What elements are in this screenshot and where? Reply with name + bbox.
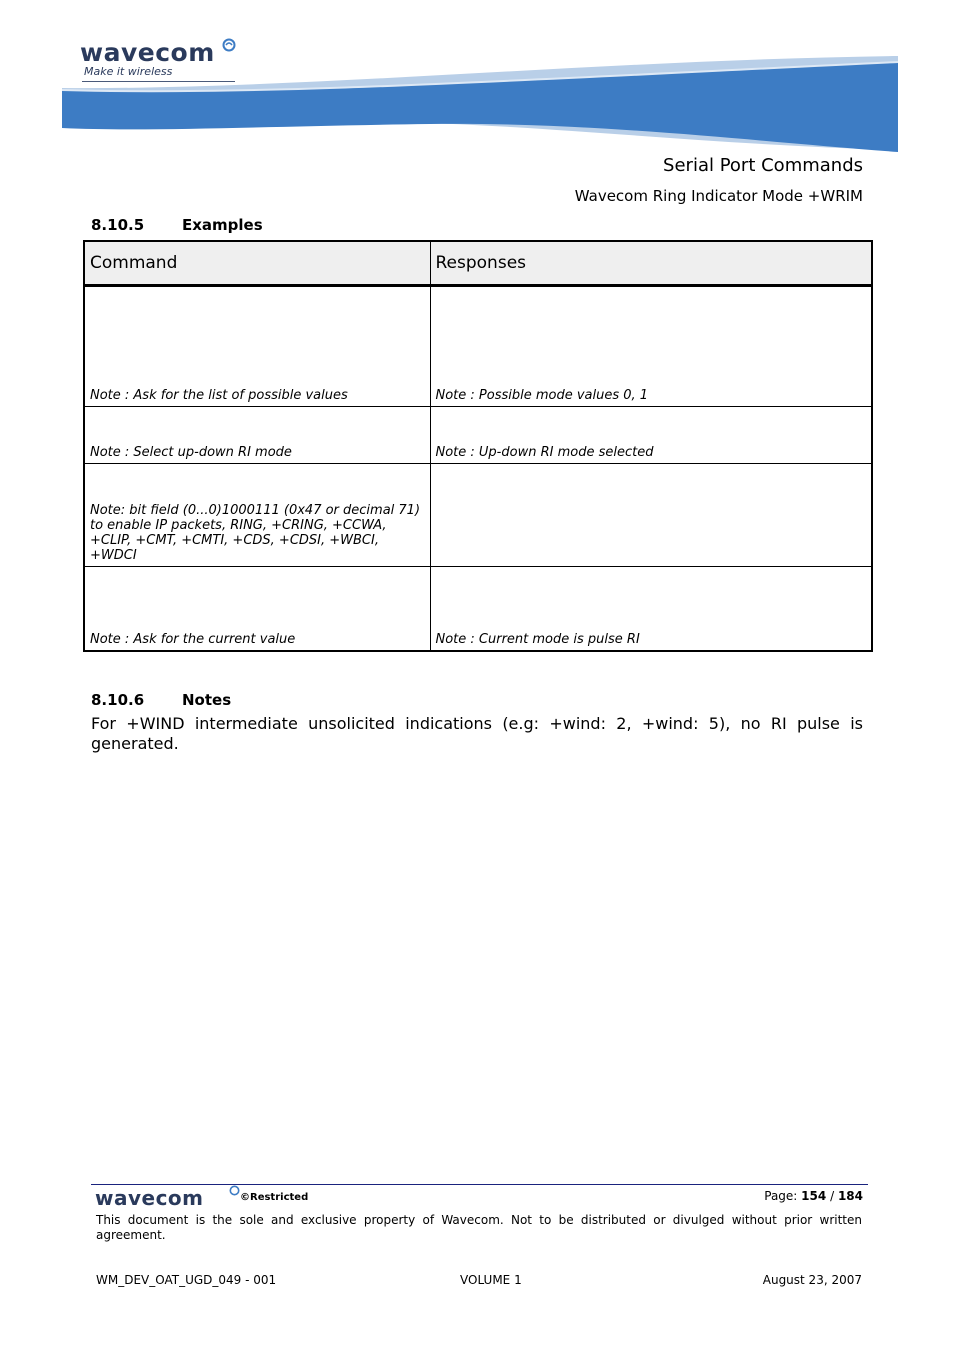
page-subtitle: Wavecom Ring Indicator Mode +WRIM <box>574 187 863 205</box>
footer-document-id: WM_DEV_OAT_UGD_049 - 001 <box>96 1273 277 1287</box>
command-cell <box>84 567 430 651</box>
command-cell <box>84 407 430 464</box>
footer-rule <box>91 1184 868 1185</box>
command-cell <box>84 464 430 567</box>
footer-volume: VOLUME 1 <box>460 1273 522 1287</box>
table-row <box>84 407 872 464</box>
column-header-responses: Responses <box>430 241 872 286</box>
page-total: 184 <box>837 1189 863 1203</box>
response-cell <box>430 407 872 464</box>
table-header-row <box>84 241 872 286</box>
examples-section-title: Examples <box>182 216 263 234</box>
footer-legal-notice: This document is the sole and exclusive property of Wavecom. Not to be distributed or divulged without prior written agreement. <box>96 1213 862 1242</box>
table-row <box>84 464 872 567</box>
response-cell <box>430 464 872 567</box>
command-note: Note : Select up-down RI mode <box>90 445 292 460</box>
header-wave-banner <box>0 50 954 160</box>
table-row <box>84 286 872 407</box>
notes-section-number: 8.10.6 <box>91 691 145 709</box>
examples-table <box>83 240 873 652</box>
footer-wavecom-logo: wavecom <box>95 1186 204 1210</box>
examples-section-number: 8.10.5 <box>91 216 145 234</box>
response-note: Note : Up-down RI mode selected <box>435 445 654 460</box>
table-row <box>84 567 872 651</box>
column-header-command: Command <box>84 241 430 286</box>
response-note: Note : Possible mode values 0, 1 <box>435 388 649 403</box>
page-title: Serial Port Commands <box>663 155 863 176</box>
page-current: 154 <box>801 1189 827 1203</box>
footer-restricted-label: ©Restricted <box>240 1192 309 1203</box>
response-cell <box>430 286 872 407</box>
notes-paragraph: For +WIND intermediate unsolicited indications (e.g: +wind: 2, +wind: 5), no RI pulse is generated. <box>91 714 863 753</box>
command-note: Note : Ask for the current value <box>90 631 296 647</box>
command-note: Note : Ask for the list of possible values <box>90 388 348 403</box>
page-separator: / <box>830 1189 835 1203</box>
response-note: Note : Current mode is pulse RI <box>435 631 640 647</box>
command-cell <box>84 286 430 407</box>
footer-date: August 23, 2007 <box>762 1273 862 1287</box>
logo-tagline: Make it wireless <box>84 65 173 78</box>
footer-logo-swirl-icon <box>229 1185 240 1196</box>
notes-section-title: Notes <box>182 691 232 709</box>
response-cell <box>430 567 872 651</box>
wavecom-logo: wavecom <box>80 38 215 67</box>
command-note: Note: bit field (0...0)1000111 (0x47 or decimal 71) to enable IP packets, RING, +CRING, +CCWA, +CLIP, +CMT, +CMTI, +CDS, +CDSI, +WBCI, +WDCI <box>90 503 421 563</box>
footer-page-number <box>764 1189 863 1203</box>
page-label: Page: <box>764 1189 798 1203</box>
